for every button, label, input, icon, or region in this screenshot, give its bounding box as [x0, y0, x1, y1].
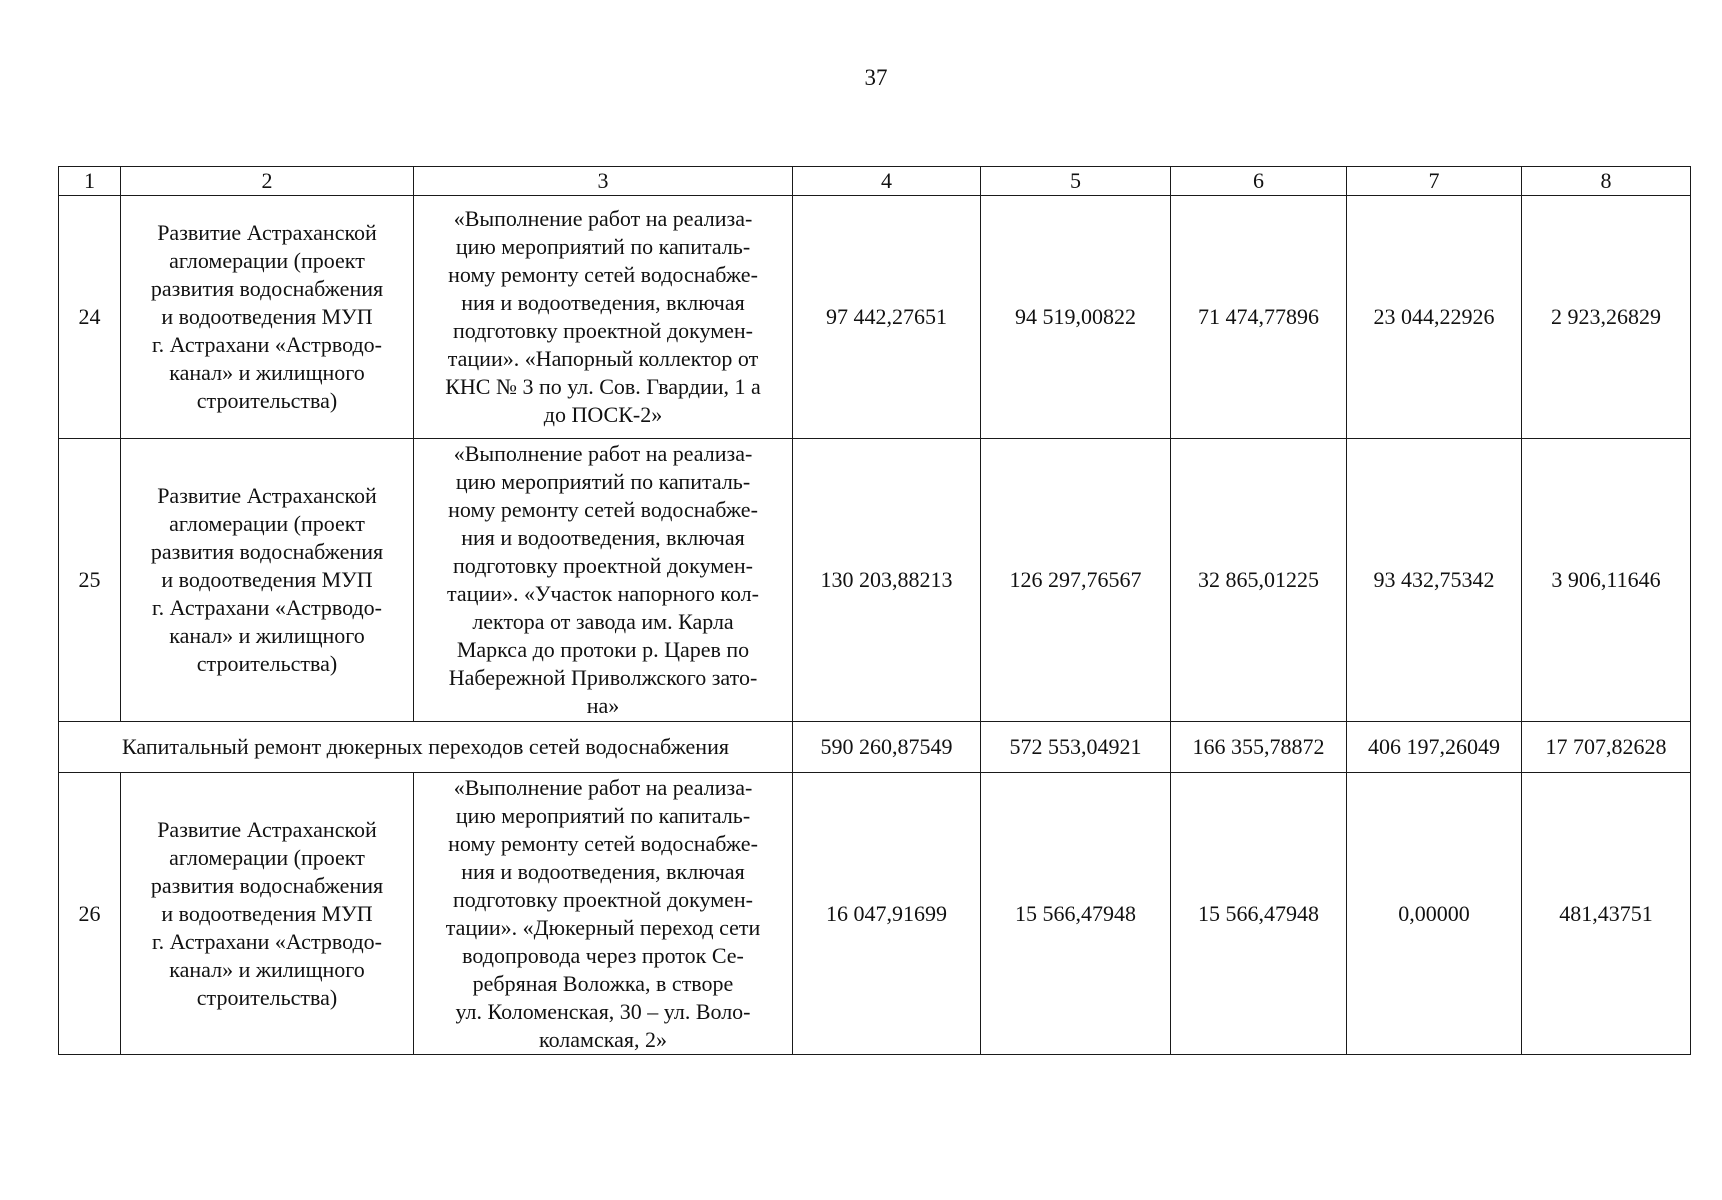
table-row — [59, 196, 1691, 439]
value-cell-col5: 15 566,47948 — [981, 773, 1171, 1055]
summary-value-col7: 406 197,26049 — [1347, 722, 1522, 773]
summary-label: Капитальный ремонт дюкерных переходов сетей водоснабжения — [59, 722, 793, 773]
column-header: 5 — [981, 167, 1171, 196]
value-cell-col6: 32 865,01225 — [1171, 439, 1347, 722]
column-header: 8 — [1522, 167, 1691, 196]
column-header: 6 — [1171, 167, 1347, 196]
work-description-cell: «Выполнение работ на реализа- цию мероприятий по капиталь- ному ремонту сетей водоснабже- ния и водоотведения, включая подготовку проектной докумен- тации». «Участок напорного кол- лектора от завода им. Карла Маркса до протоки р. Царев по Набережной Приволжского зато- на» — [414, 439, 793, 722]
column-header: 3 — [414, 167, 793, 196]
work-description-cell: «Выполнение работ на реализа- цию мероприятий по капиталь- ному ремонту сетей водоснабже- ния и водоотведения, включая подготовку проектной докумен- тации». «Напорный коллектор от КНС № 3 по ул. Сов. Гвардии, 1 а до ПОСК-2» — [414, 196, 793, 439]
value-cell-col8: 3 906,11646 — [1522, 439, 1691, 722]
row-number: 26 — [59, 773, 121, 1055]
value-cell-col7: 0,00000 — [1347, 773, 1522, 1055]
column-header: 2 — [121, 167, 414, 196]
column-header: 7 — [1347, 167, 1522, 196]
summary-value-col8: 17 707,82628 — [1522, 722, 1691, 773]
column-header: 1 — [59, 167, 121, 196]
page-number: 37 — [864, 65, 888, 90]
value-cell-col7: 23 044,22926 — [1347, 196, 1522, 439]
work-description-cell: «Выполнение работ на реализа- цию мероприятий по капиталь- ному ремонту сетей водоснабже- ния и водоотведения, включая подготовку проектной докумен- тации». «Дюкерный переход сети водопровода через проток Се- ребряная Воложка, в створе ул. Коломенская, 30 – ул. Воло- коламская, 2» — [414, 773, 793, 1055]
value-cell-col6: 71 474,77896 — [1171, 196, 1347, 439]
summary-value-col4: 590 260,87549 — [793, 722, 981, 773]
row-number: 24 — [59, 196, 121, 439]
value-cell-col6: 15 566,47948 — [1171, 773, 1347, 1055]
value-cell-col5: 126 297,76567 — [981, 439, 1171, 722]
column-number-header-row — [59, 167, 1691, 196]
value-cell-col4: 97 442,27651 — [793, 196, 981, 439]
table-row — [59, 773, 1691, 1055]
value-cell-col8: 2 923,26829 — [1522, 196, 1691, 439]
value-cell-col4: 16 047,91699 — [793, 773, 981, 1055]
row-number: 25 — [59, 439, 121, 722]
summary-row — [59, 722, 1691, 773]
data-table — [58, 166, 1691, 1055]
project-name-cell: Развитие Астраханской агломерации (проект развития водоснабжения и водоотведения МУП г. Астрахани «Астрводо- канал» и жилищного строительства) — [121, 439, 414, 722]
project-name-cell: Развитие Астраханской агломерации (проект развития водоснабжения и водоотведения МУП г. Астрахани «Астрводо- канал» и жилищного строительства) — [121, 196, 414, 439]
value-cell-col8: 481,43751 — [1522, 773, 1691, 1055]
summary-value-col6: 166 355,78872 — [1171, 722, 1347, 773]
column-header: 4 — [793, 167, 981, 196]
value-cell-col7: 93 432,75342 — [1347, 439, 1522, 722]
summary-value-col5: 572 553,04921 — [981, 722, 1171, 773]
value-cell-col5: 94 519,00822 — [981, 196, 1171, 439]
project-name-cell: Развитие Астраханской агломерации (проект развития водоснабжения и водоотведения МУП г. Астрахани «Астрводо- канал» и жилищного строительства) — [121, 773, 414, 1055]
value-cell-col4: 130 203,88213 — [793, 439, 981, 722]
table-row — [59, 439, 1691, 722]
